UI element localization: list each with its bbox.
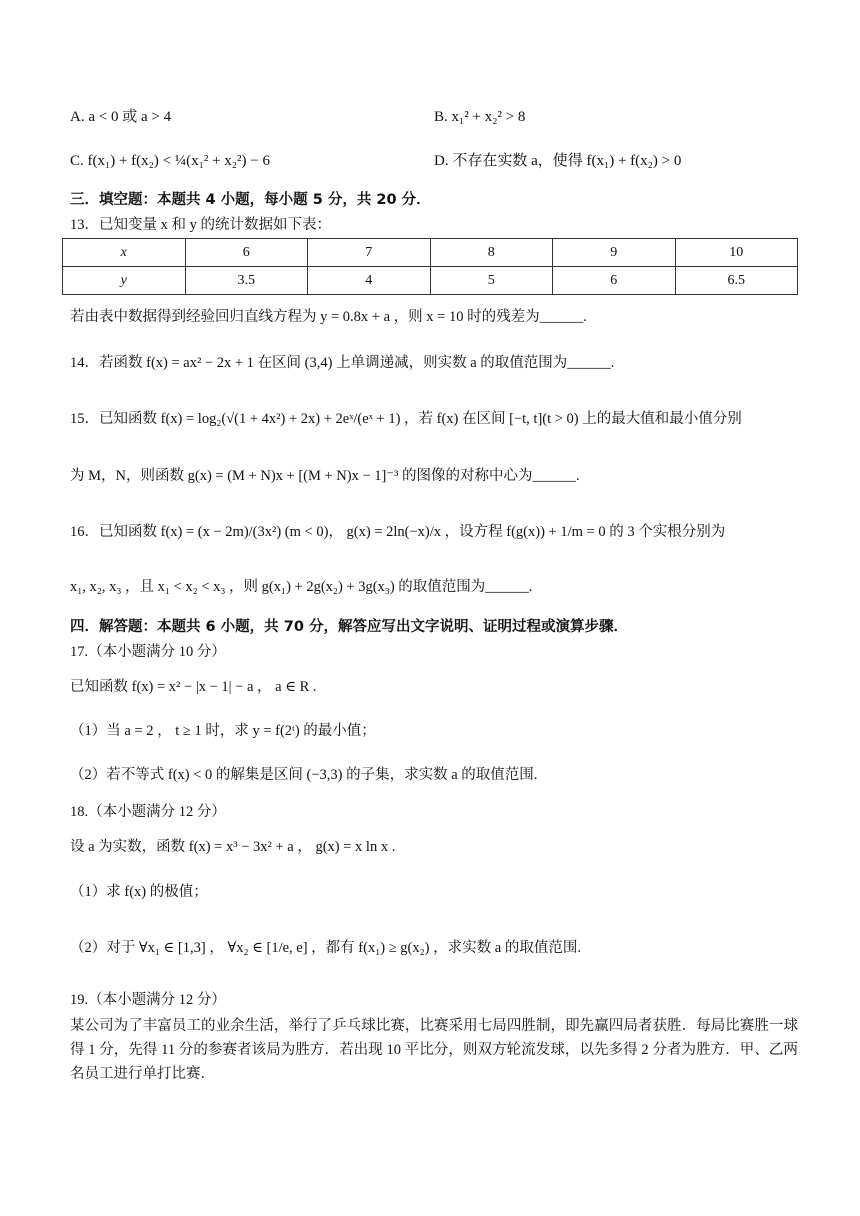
table-cell: 6 (553, 267, 676, 295)
table-cell: 10 (675, 239, 798, 267)
q18-stem: 设 a 为实数，函数 f(x) = x³ − 3x² + a ， g(x) = x ln x . (70, 839, 396, 855)
table-row (63, 239, 798, 267)
q18-part1: （1）求 f(x) 的极值； (70, 884, 208, 900)
q19-title: 19.（本小题满分 12 分） (70, 992, 226, 1008)
table-cell: y (63, 267, 186, 295)
q13-data-table (62, 238, 798, 295)
option-d: D. 不存在实数 a，使得 f(x₁) + f(x₂) > 0 (434, 153, 682, 169)
q17-part2: （2）若不等式 f(x) < 0 的解集是区间 (−3,3) 的子集，求实数 a 的取值范围. (70, 767, 538, 783)
q16-line2: x₁, x₂, x₃ ，且 x₁ < x₂ < x₃ ，则 g(x₁) + 2g(x₂) + 3g(x₃) 的取值范围为______. (70, 579, 533, 595)
table-cell: 9 (553, 239, 676, 267)
q19-stem: 某公司为了丰富员工的业余生活，举行了乒乓球比赛，比赛采用七局四胜制，即先赢四局者获胜．每局比赛胜一球得 1 分，先得 11 分的参赛者该局为胜方．若出现 10 平比分，则双方轮流发球，以先多得 2 分者为胜方．甲、乙两名员工进行单打比赛． (70, 1018, 798, 1082)
q18-part2: （2）对于 ∀x₁ ∈ [1,3] ， ∀x₂ ∈ [1/e, e] ，都有 f(x₁) ≥ g(x₂) ，求实数 a 的取值范围. (70, 940, 581, 956)
q17-title: 17.（本小题满分 10 分） (70, 644, 226, 660)
table-cell: 5 (430, 267, 553, 295)
table-cell: 6 (185, 239, 308, 267)
table-cell: 3.5 (185, 267, 308, 295)
option-a: A. a < 0 或 a > 4 (70, 109, 172, 125)
section3-heading: 三．填空题：本题共 4 小题，每小题 5 分，共 20 分． (70, 192, 431, 208)
q17-stem: 已知函数 f(x) = x² − |x − 1| − a ， a ∈ R . (70, 679, 317, 695)
q15-line1: 15．已知函数 f(x) = log₂(√(1 + 4x²) + 2x) + 2eˣ/(eˣ + 1) ，若 f(x) 在区间 [−t, t](t > 0) 上的最大值和最小值分别 (70, 411, 742, 427)
option-c: C. f(x₁) + f(x₂) < ¼(x₁² + x₂²) − 6 (70, 153, 270, 169)
section4-heading: 四．解答题：本题共 6 小题，共 70 分，解答应写出文字说明、证明过程或演算步骤． (70, 619, 628, 635)
table-cell: x (63, 239, 186, 267)
q13-stem: 13．已知变量 x 和 y 的统计数据如下表： (70, 217, 331, 233)
q17-part1: （1）当 a = 2 ， t ≥ 1 时，求 y = f(2ᵗ) 的最小值； (70, 723, 376, 739)
q14-text: 14．若函数 f(x) = ax² − 2x + 1 在区间 (3,4) 上单调递减，则实数 a 的取值范围为______. (70, 355, 615, 371)
table-cell: 8 (430, 239, 553, 267)
q16-line1: 16．已知函数 f(x) = (x − 2m)/(3x²) (m < 0)， g(x) = 2ln(−x)/x ，设方程 f(g(x)) + 1/m = 0 的 3 个实根分别为 (70, 524, 726, 540)
table-cell: 6.5 (675, 267, 798, 295)
table-cell: 4 (308, 267, 431, 295)
q13-after: 若由表中数据得到经验回归直线方程为 y = 0.8x + a ，则 x = 10 时的残差为______. (70, 309, 587, 325)
option-b: B. x₁² + x₂² > 8 (434, 109, 526, 125)
q15-line2: 为 M，N，则函数 g(x) = (M + N)x + [(M + N)x − 1]⁻³ 的图像的对称中心为______. (70, 468, 580, 484)
table-row (63, 267, 798, 295)
table-cell: 7 (308, 239, 431, 267)
q18-title: 18.（本小题满分 12 分） (70, 804, 226, 820)
